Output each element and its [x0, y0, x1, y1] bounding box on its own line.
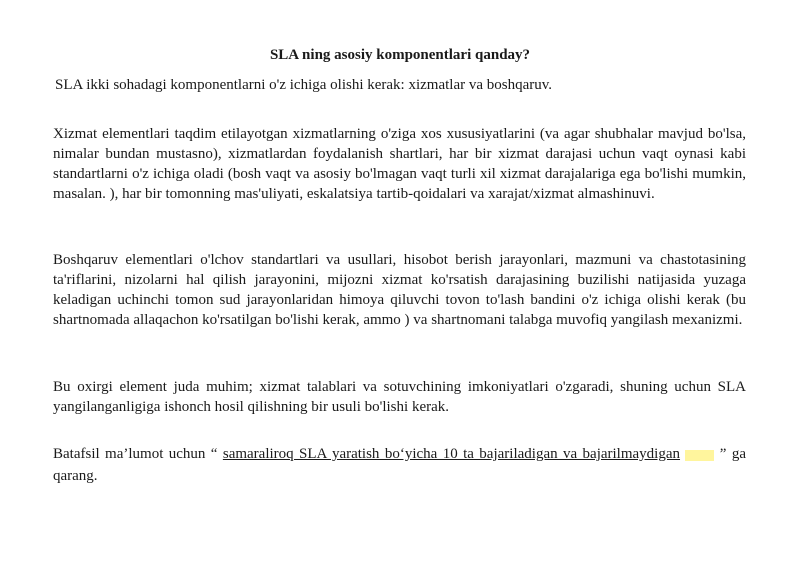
last-element-paragraph: Bu oxirgi element juda muhim; xizmat talablari va sotuvchining imkoniyatlari o'zgaradi, shuning uchun SLA yangilanganligiga ishonch hosil qilishning bir usuli bo'lishi kerak.	[53, 379, 746, 415]
service-elements-paragraph: Xizmat elementlari taqdim etilayotgan xizmatlarning o'ziga xos xususiyatlarini (va agar shubhalar mavjud bo'lsa, nimalar bundan mustasno), xizmatlardan foydalanish shartlari, har bir xizmat darajasi uchun vaqt oynasi kabi standartlarni o'z ichiga oladi (bosh vaqt va asosiy bo'lmagan vaqt turli xil xizmat darajalariga ega bo'lishi mumkin, masalan. ), har bir tomonning mas'uliyati, eskalatsiya tartib-qoidalari va xarajat/xizmat almashinuvi.	[53, 126, 746, 202]
more-info-paragraph	[53, 444, 746, 486]
management-elements-paragraph: Boshqaruv elementlari o'lchov standartlari va usullari, hisobot berish jarayonlari, mazmuni va chastotasining ta'riflarini, nizolarni hal qilish jarayonini, mijozni xizmat ko'rsatish darajasining buzilishi natijasida yuzaga keladigan uchinchi tomon sud jarayonlaridan himoya qiluvchi tovon to'lash bandini o'z ichiga olishi kerak (bu shartnomada allaqachon ko'rsatilgan bo'lishi kerak, ammo ) va shartnomani talabga muvofiq yangilash mexanizmi.	[53, 252, 746, 328]
intro-paragraph: SLA ikki sohadagi komponentlarni o'z ichiga olishi kerak: xizmatlar va boshqaruv.	[55, 77, 553, 93]
more-info-prefix: Batafsil ma’lumot uchun “	[53, 446, 223, 462]
link-highlight-marker: ​​​​​​​​​​​​​​​​​​​​​​​​​​​​​​​​​​​​​​​​​​​​​​​​​​​​​​​​​​​​​​​​​​​​​​​​​​​​​​​​​​​​​​​​​​​​​​​​​​​​​​​​	[685, 450, 715, 461]
page-title: SLA ning asosiy komponentlari qanday?	[269, 47, 531, 63]
more-info-suffix: ” ga qarang.	[53, 446, 746, 484]
sla-guide-link[interactable]: samaraliroq SLA yaratish bo‘yicha 10 ta bajariladigan va bajarilmaydigan	[222, 446, 681, 462]
